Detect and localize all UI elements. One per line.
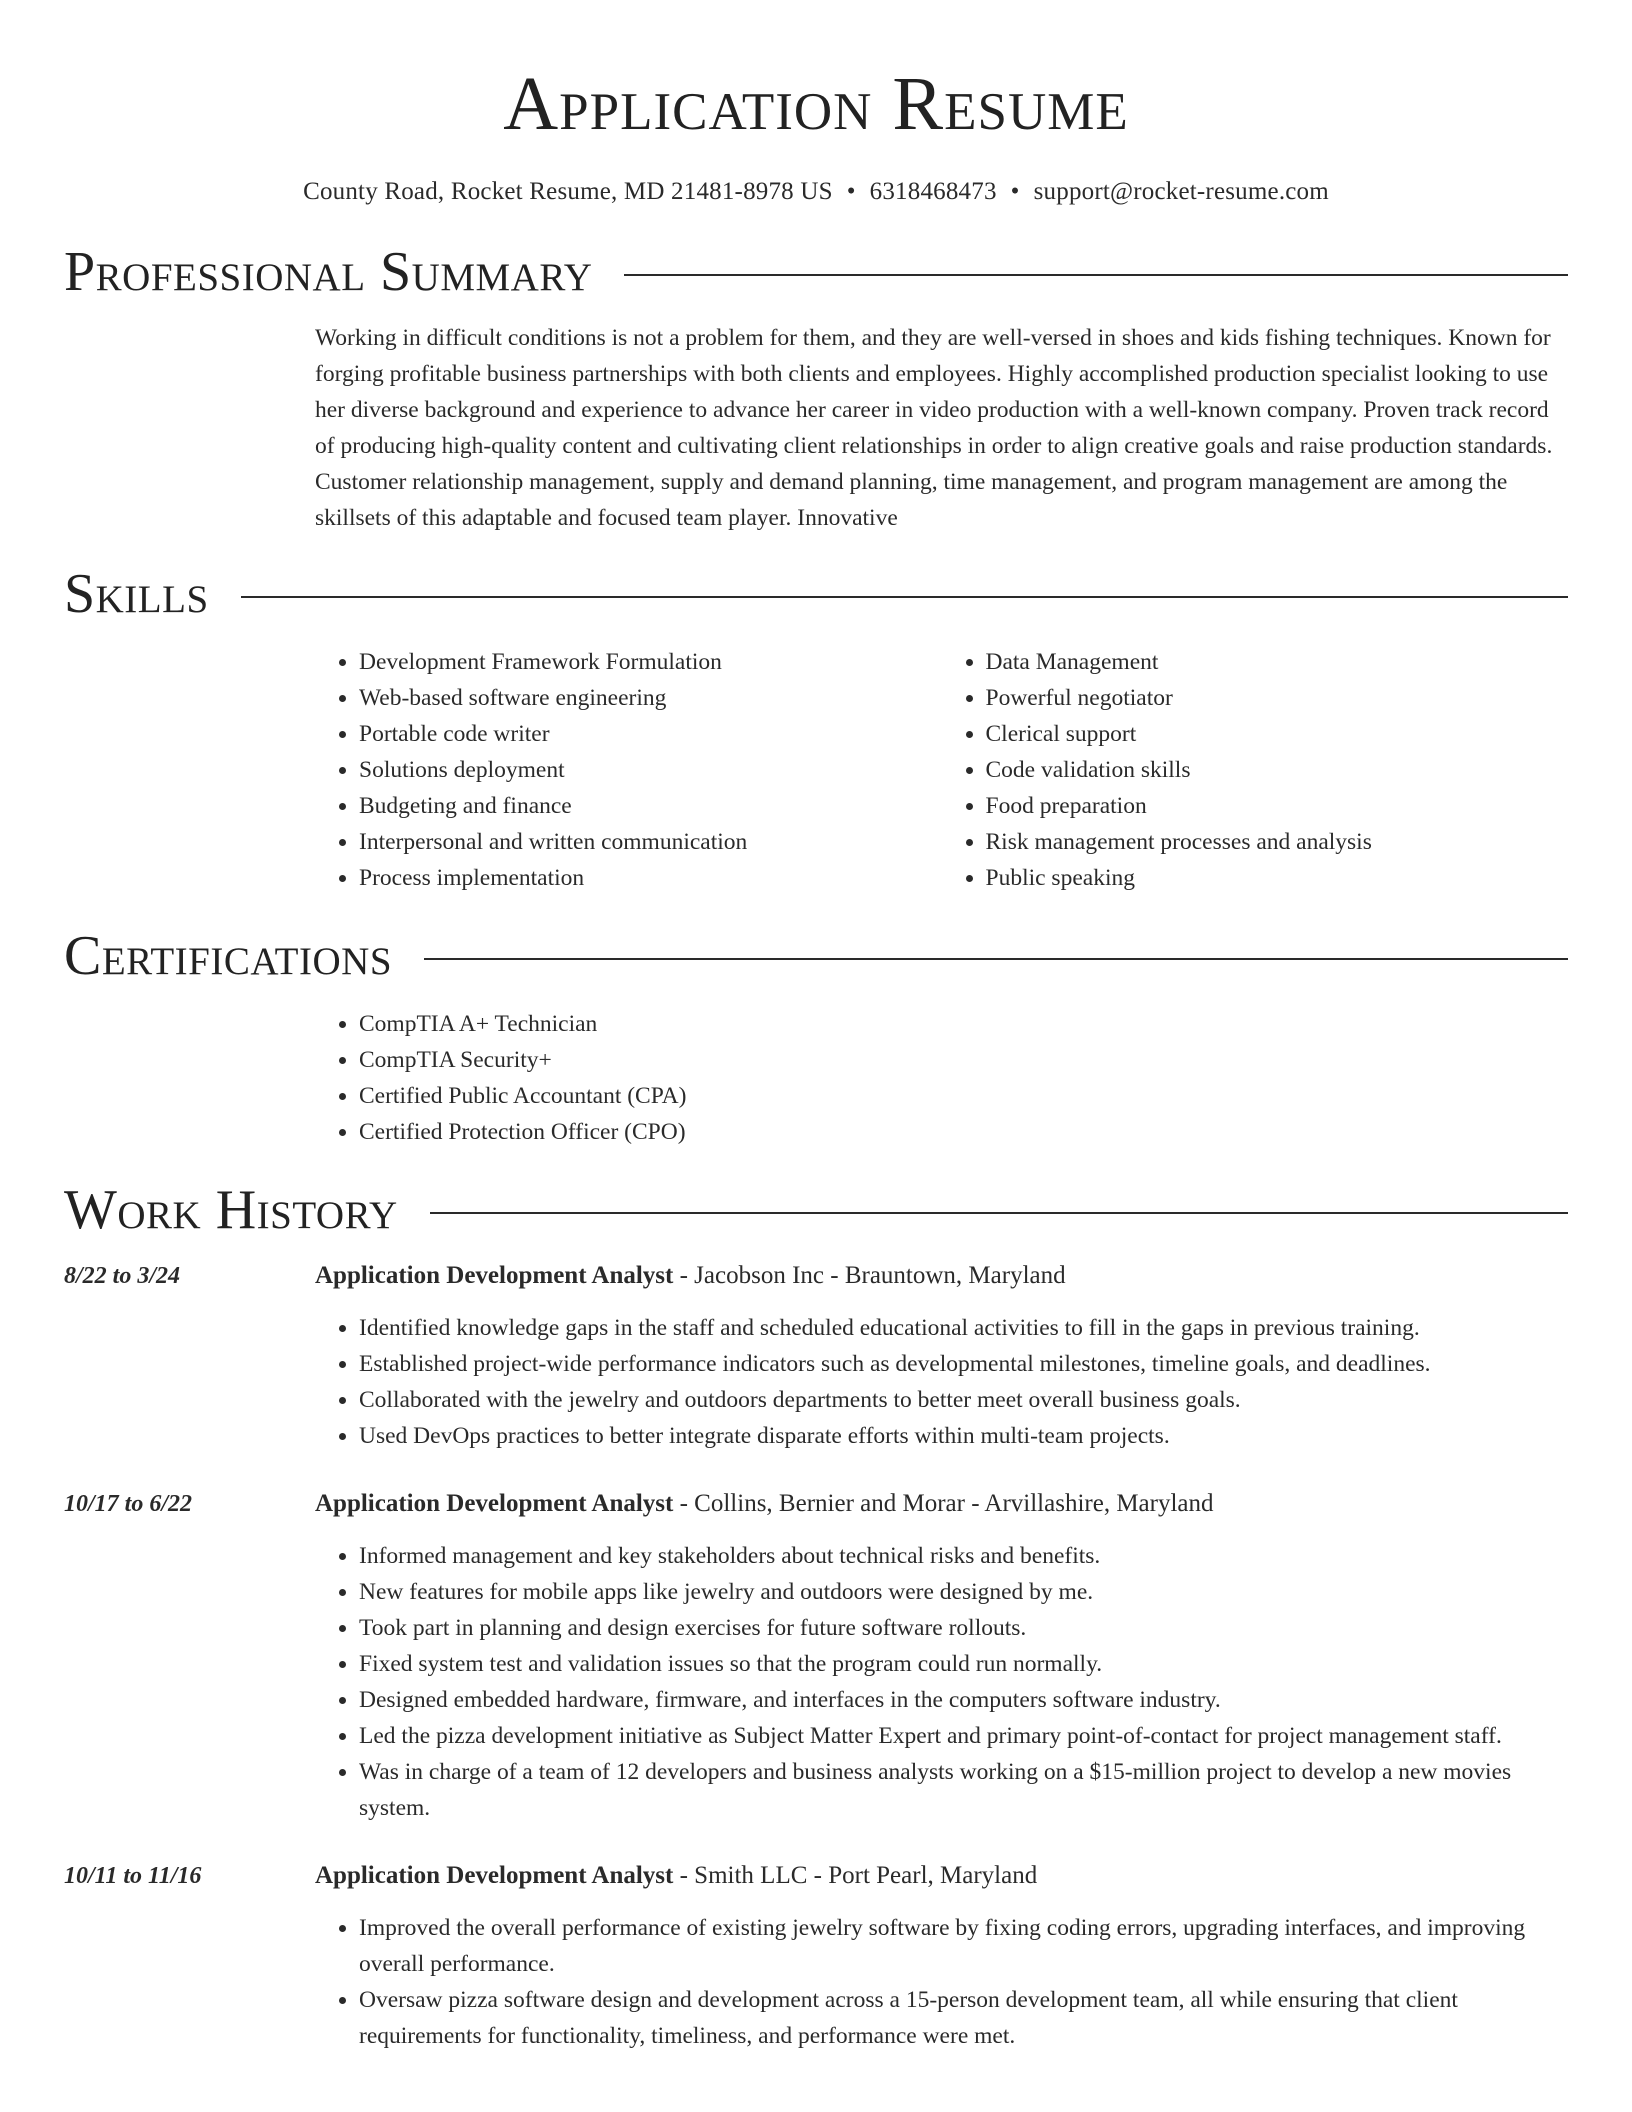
skill-item: • Data Management bbox=[986, 644, 1569, 680]
certifications-list bbox=[315, 1006, 1568, 1150]
applicant-name: Application Resume bbox=[503, 62, 1129, 146]
skill-item: • Web-based software engineering bbox=[359, 680, 942, 716]
skills-right-list bbox=[942, 644, 1569, 896]
job-title-line bbox=[315, 1858, 1568, 1894]
job-company: - Jacobson Inc - Brauntown, Maryland bbox=[679, 1262, 1066, 1289]
job-bullet: • Identified knowledge gaps in the staff and scheduled educational activities to fill in the gaps in previous training. bbox=[359, 1310, 1568, 1346]
job-bullet: • Informed management and key stakeholders about technical risks and benefits. bbox=[359, 1538, 1568, 1574]
skill-item: • Solutions deployment bbox=[359, 752, 942, 788]
job-company: - Collins, Bernier and Morar - Arvillashire, Maryland bbox=[679, 1490, 1214, 1517]
skill-item: • Process implementation bbox=[359, 860, 942, 896]
job-bullet: • Led the pizza development initiative as Subject Matter Expert and primary point-of-contact for project management staff. bbox=[359, 1718, 1568, 1754]
job-bullets bbox=[315, 1910, 1568, 2054]
job-bullets bbox=[315, 1310, 1568, 1454]
skill-item: • Budgeting and finance bbox=[359, 788, 942, 824]
skills-heading: Skills bbox=[64, 563, 209, 625]
job-dates: 10/11 to 11/16 bbox=[64, 1863, 202, 1889]
phone: 6318468473 bbox=[869, 178, 997, 205]
skills-columns bbox=[315, 644, 1568, 896]
job-entry bbox=[64, 1858, 1568, 2054]
job-title: Application Development Analyst bbox=[315, 1862, 674, 1889]
job-bullet: • Took part in planning and design exercises for future software rollouts. bbox=[359, 1610, 1568, 1646]
address: County Road, Rocket Resume, MD 21481-8978 US bbox=[303, 178, 833, 205]
section-divider bbox=[424, 958, 1568, 960]
separator: • bbox=[1010, 178, 1020, 205]
email-link[interactable]: support@rocket-resume.com bbox=[1033, 178, 1329, 205]
job-body bbox=[315, 1258, 1568, 1454]
certification-item: • Certified Public Accountant (CPA) bbox=[359, 1078, 1568, 1114]
job-company: - Smith LLC - Port Pearl, Maryland bbox=[679, 1862, 1038, 1889]
job-body bbox=[315, 1858, 1568, 2054]
job-bullet: • New features for mobile apps like jewelry and outdoors were designed by me. bbox=[359, 1574, 1568, 1610]
job-body bbox=[315, 1486, 1568, 1826]
skill-item: • Risk management processes and analysis bbox=[986, 824, 1569, 860]
certifications-heading-row bbox=[64, 925, 1568, 987]
certification-item: • CompTIA A+ Technician bbox=[359, 1006, 1568, 1042]
job-entry bbox=[64, 1486, 1568, 1826]
skills-left-list bbox=[315, 644, 942, 896]
job-title-line bbox=[315, 1486, 1568, 1522]
skill-item: • Public speaking bbox=[986, 860, 1569, 896]
certifications-list-wrap bbox=[315, 1006, 1568, 1150]
job-dates: 8/22 to 3/24 bbox=[64, 1263, 181, 1289]
summary-heading-row bbox=[64, 241, 1568, 303]
job-title-line bbox=[315, 1258, 1568, 1294]
job-bullets bbox=[315, 1538, 1568, 1826]
section-divider bbox=[241, 596, 1568, 598]
skill-item: • Interpersonal and written communication bbox=[359, 824, 942, 860]
job-title: Application Development Analyst bbox=[315, 1262, 674, 1289]
work-heading: Work History bbox=[64, 1179, 398, 1241]
separator: • bbox=[846, 178, 856, 205]
job-bullet: • Improved the overall performance of existing jewelry software by fixing coding errors, upgrading interfaces, and improving overall performance. bbox=[359, 1910, 1568, 1982]
certification-item: • CompTIA Security+ bbox=[359, 1042, 1568, 1078]
job-bullet: • Was in charge of a team of 12 developers and business analysts working on a $15-million project to develop a new movies system. bbox=[359, 1754, 1568, 1826]
job-entry bbox=[64, 1258, 1568, 1454]
job-title: Application Development Analyst bbox=[315, 1490, 674, 1517]
certification-item: • Certified Protection Officer (CPO) bbox=[359, 1114, 1568, 1150]
job-dates: 10/17 to 6/22 bbox=[64, 1491, 193, 1517]
skill-item: • Food preparation bbox=[986, 788, 1569, 824]
contact-line bbox=[64, 178, 1568, 206]
skill-item: • Portable code writer bbox=[359, 716, 942, 752]
skill-item: • Code validation skills bbox=[986, 752, 1569, 788]
skills-heading-row bbox=[64, 563, 1568, 625]
job-bullet: • Oversaw pizza software design and development across a 15-person development team, all while ensuring that client requirements for functionality, timeliness, and performance were met. bbox=[359, 1982, 1568, 2054]
section-divider bbox=[430, 1212, 1568, 1214]
skill-item: • Clerical support bbox=[986, 716, 1569, 752]
job-bullet: • Designed embedded hardware, firmware, and interfaces in the computers software industry. bbox=[359, 1682, 1568, 1718]
job-bullet: • Fixed system test and validation issues so that the program could run normally. bbox=[359, 1646, 1568, 1682]
summary-text: Working in difficult conditions is not a problem for them, and they are well-versed in shoes and kids fishing techniques. Known for forging profitable business partnerships with both clients and employees. Highly accomplished production specialist looking to use her diverse background and experience to advance her career in video production with a well-known company. Proven track record of producing high-quality content and cultivating client relationships in order to align creative goals and raise production standards. Customer relationship management, supply and demand planning, time management, and program management are among the skillsets of this adaptable and focused team player. Innovative bbox=[315, 325, 1553, 531]
section-divider bbox=[624, 274, 1568, 276]
job-bullet: • Collaborated with the jewelry and outdoors departments to better meet overall business goals. bbox=[359, 1382, 1568, 1418]
summary-heading: Professional Summary bbox=[64, 241, 593, 303]
skill-item: • Development Framework Formulation bbox=[359, 644, 942, 680]
work-heading-row bbox=[64, 1179, 1568, 1241]
job-bullet: • Established project-wide performance indicators such as developmental milestones, timeline goals, and deadlines. bbox=[359, 1346, 1568, 1382]
certifications-heading: Certifications bbox=[64, 925, 393, 987]
job-bullet: • Used DevOps practices to better integrate disparate efforts within multi-team projects. bbox=[359, 1418, 1568, 1454]
skill-item: • Powerful negotiator bbox=[986, 680, 1569, 716]
